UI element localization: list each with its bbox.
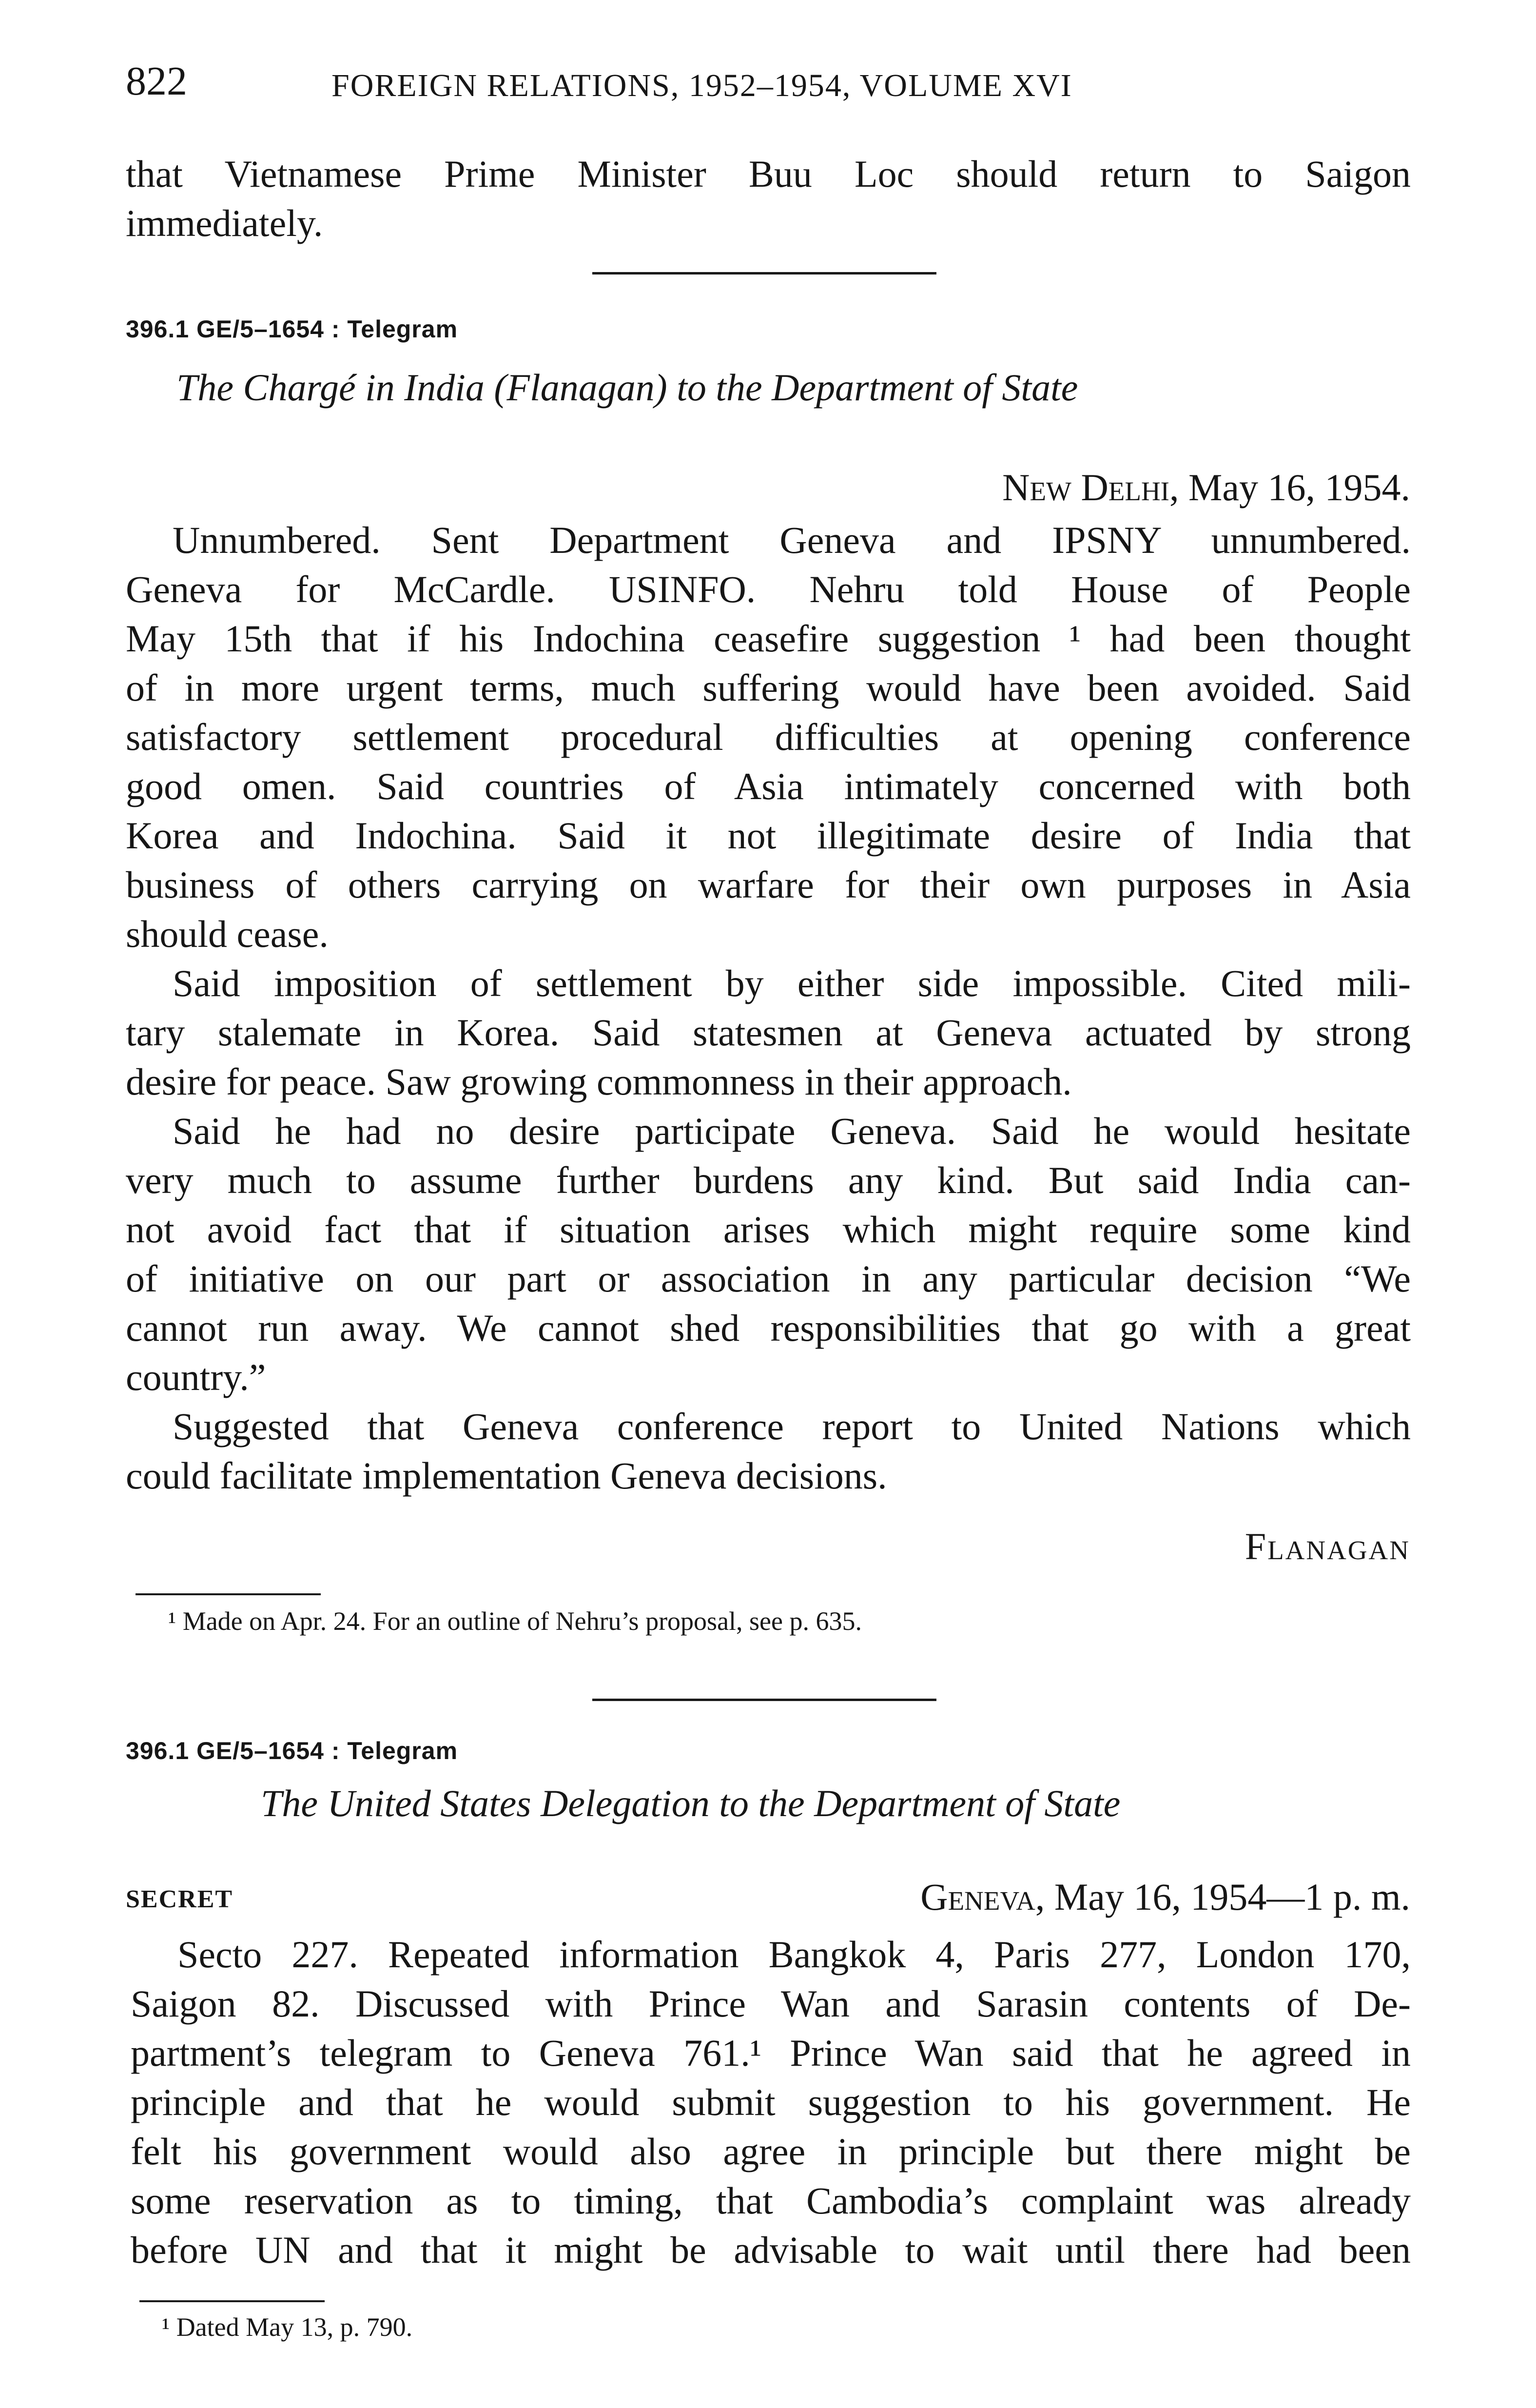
- intro-paragraph: [126, 149, 1411, 248]
- text-line: not avoid fact that if situation arises which might require some kind: [126, 1208, 1411, 1251]
- text-line: principle and that he would submit suggestion to his government. He: [131, 2081, 1411, 2123]
- text-line: partment’s telegram to Geneva 761.¹ Prince Wan said that he agreed in: [131, 2032, 1411, 2074]
- doc1-body: [126, 515, 1411, 1500]
- text-line: good omen. Said countries of Asia intimately concerned with both: [126, 765, 1411, 807]
- text-line: Said he had no desire participate Geneva. Said he would hesitate: [173, 1110, 1411, 1152]
- doc2-dateline: [920, 1875, 1410, 1919]
- doc2-body: [131, 1930, 1411, 2274]
- section-divider: [592, 272, 936, 274]
- doc2-classification: SECRET: [126, 1885, 233, 1913]
- page-number: 822: [126, 59, 187, 104]
- text-line: some reservation as to timing, that Cambodia’s complaint was already: [131, 2179, 1411, 2222]
- doc2-title: The United States Delegation to the Department of State: [261, 1782, 1121, 1824]
- text-line: Geneva for McCardle. USINFO. Nehru told House of People: [126, 568, 1411, 610]
- doc1-title: The Chargé in India (Flanagan) to the Department of State: [176, 366, 1078, 409]
- doc1-file-reference: 396.1 GE/5–1654 : Telegram: [126, 315, 458, 343]
- text-line: Unnumbered. Sent Department Geneva and IPSNY unnumbered.: [173, 519, 1411, 561]
- doc1-footnote: ¹ Made on Apr. 24. For an outline of Nehru’s proposal, see p. 635.: [168, 1606, 862, 1636]
- text-line: immediately.: [126, 202, 323, 244]
- text-line: should cease.: [126, 913, 329, 955]
- text-line: felt his government would also agree in principle but there might be: [131, 2130, 1411, 2173]
- text-line: cannot run away. We cannot shed responsibilities that go with a great: [126, 1307, 1411, 1349]
- doc1-dateline-place: New Delhi: [1002, 466, 1170, 509]
- text-line: Saigon 82. Discussed with Prince Wan and Sarasin contents of De-: [131, 1982, 1411, 2025]
- text-line: very much to assume further burdens any kind. But said India can-: [126, 1159, 1411, 1201]
- doc1-dateline-date: , May 16, 1954.: [1169, 466, 1410, 509]
- text-line: of in more urgent terms, much suffering would have been avoided. Said: [126, 666, 1411, 709]
- text-line: Said imposition of settlement by either side impossible. Cited mili-: [173, 962, 1411, 1004]
- text-line: May 15th that if his Indochina ceasefire suggestion ¹ had been thought: [126, 617, 1411, 660]
- doc2-dateline-place: Geneva: [920, 1876, 1035, 1918]
- text-line: tary stalemate in Korea. Said statesmen at Geneva actuated by strong: [126, 1011, 1411, 1054]
- text-line: that Vietnamese Prime Minister Buu Loc should return to Saigon: [126, 153, 1411, 195]
- running-title: FOREIGN RELATIONS, 1952–1954, VOLUME XVI: [331, 68, 1072, 103]
- text-line: of initiative on our part or association in any particular decision “We: [126, 1257, 1411, 1300]
- doc2-footnote: ¹ Dated May 13, p. 790.: [162, 2312, 413, 2342]
- text-line: country.”: [126, 1356, 266, 1398]
- text-line: desire for peace. Saw growing commonness in their approach.: [126, 1060, 1072, 1103]
- doc1-signature: Flanagan: [1244, 1525, 1410, 1567]
- section-divider: [592, 1699, 936, 1701]
- text-line: business of others carrying on warfare for their own purposes in Asia: [126, 863, 1411, 906]
- text-line: Korea and Indochina. Said it not illegitimate desire of India that: [126, 814, 1411, 857]
- text-line: before UN and that it might be advisable to wait until there had been: [131, 2229, 1411, 2271]
- text-line: Suggested that Geneva conference report to United Nations which: [173, 1405, 1411, 1448]
- doc1-dateline: [1002, 466, 1410, 509]
- text-line: Secto 227. Repeated information Bangkok 4, Paris 277, London 170,: [177, 1933, 1411, 1976]
- footnote-rule: [136, 1593, 321, 1595]
- doc2-file-reference: 396.1 GE/5–1654 : Telegram: [126, 1737, 458, 1764]
- text-line: could facilitate implementation Geneva decisions.: [126, 1454, 887, 1497]
- footnote-rule: [139, 2300, 325, 2302]
- doc2-dateline-date: , May 16, 1954—1 p. m.: [1035, 1876, 1410, 1918]
- text-line: satisfactory settlement procedural difficulties at opening conference: [126, 716, 1411, 758]
